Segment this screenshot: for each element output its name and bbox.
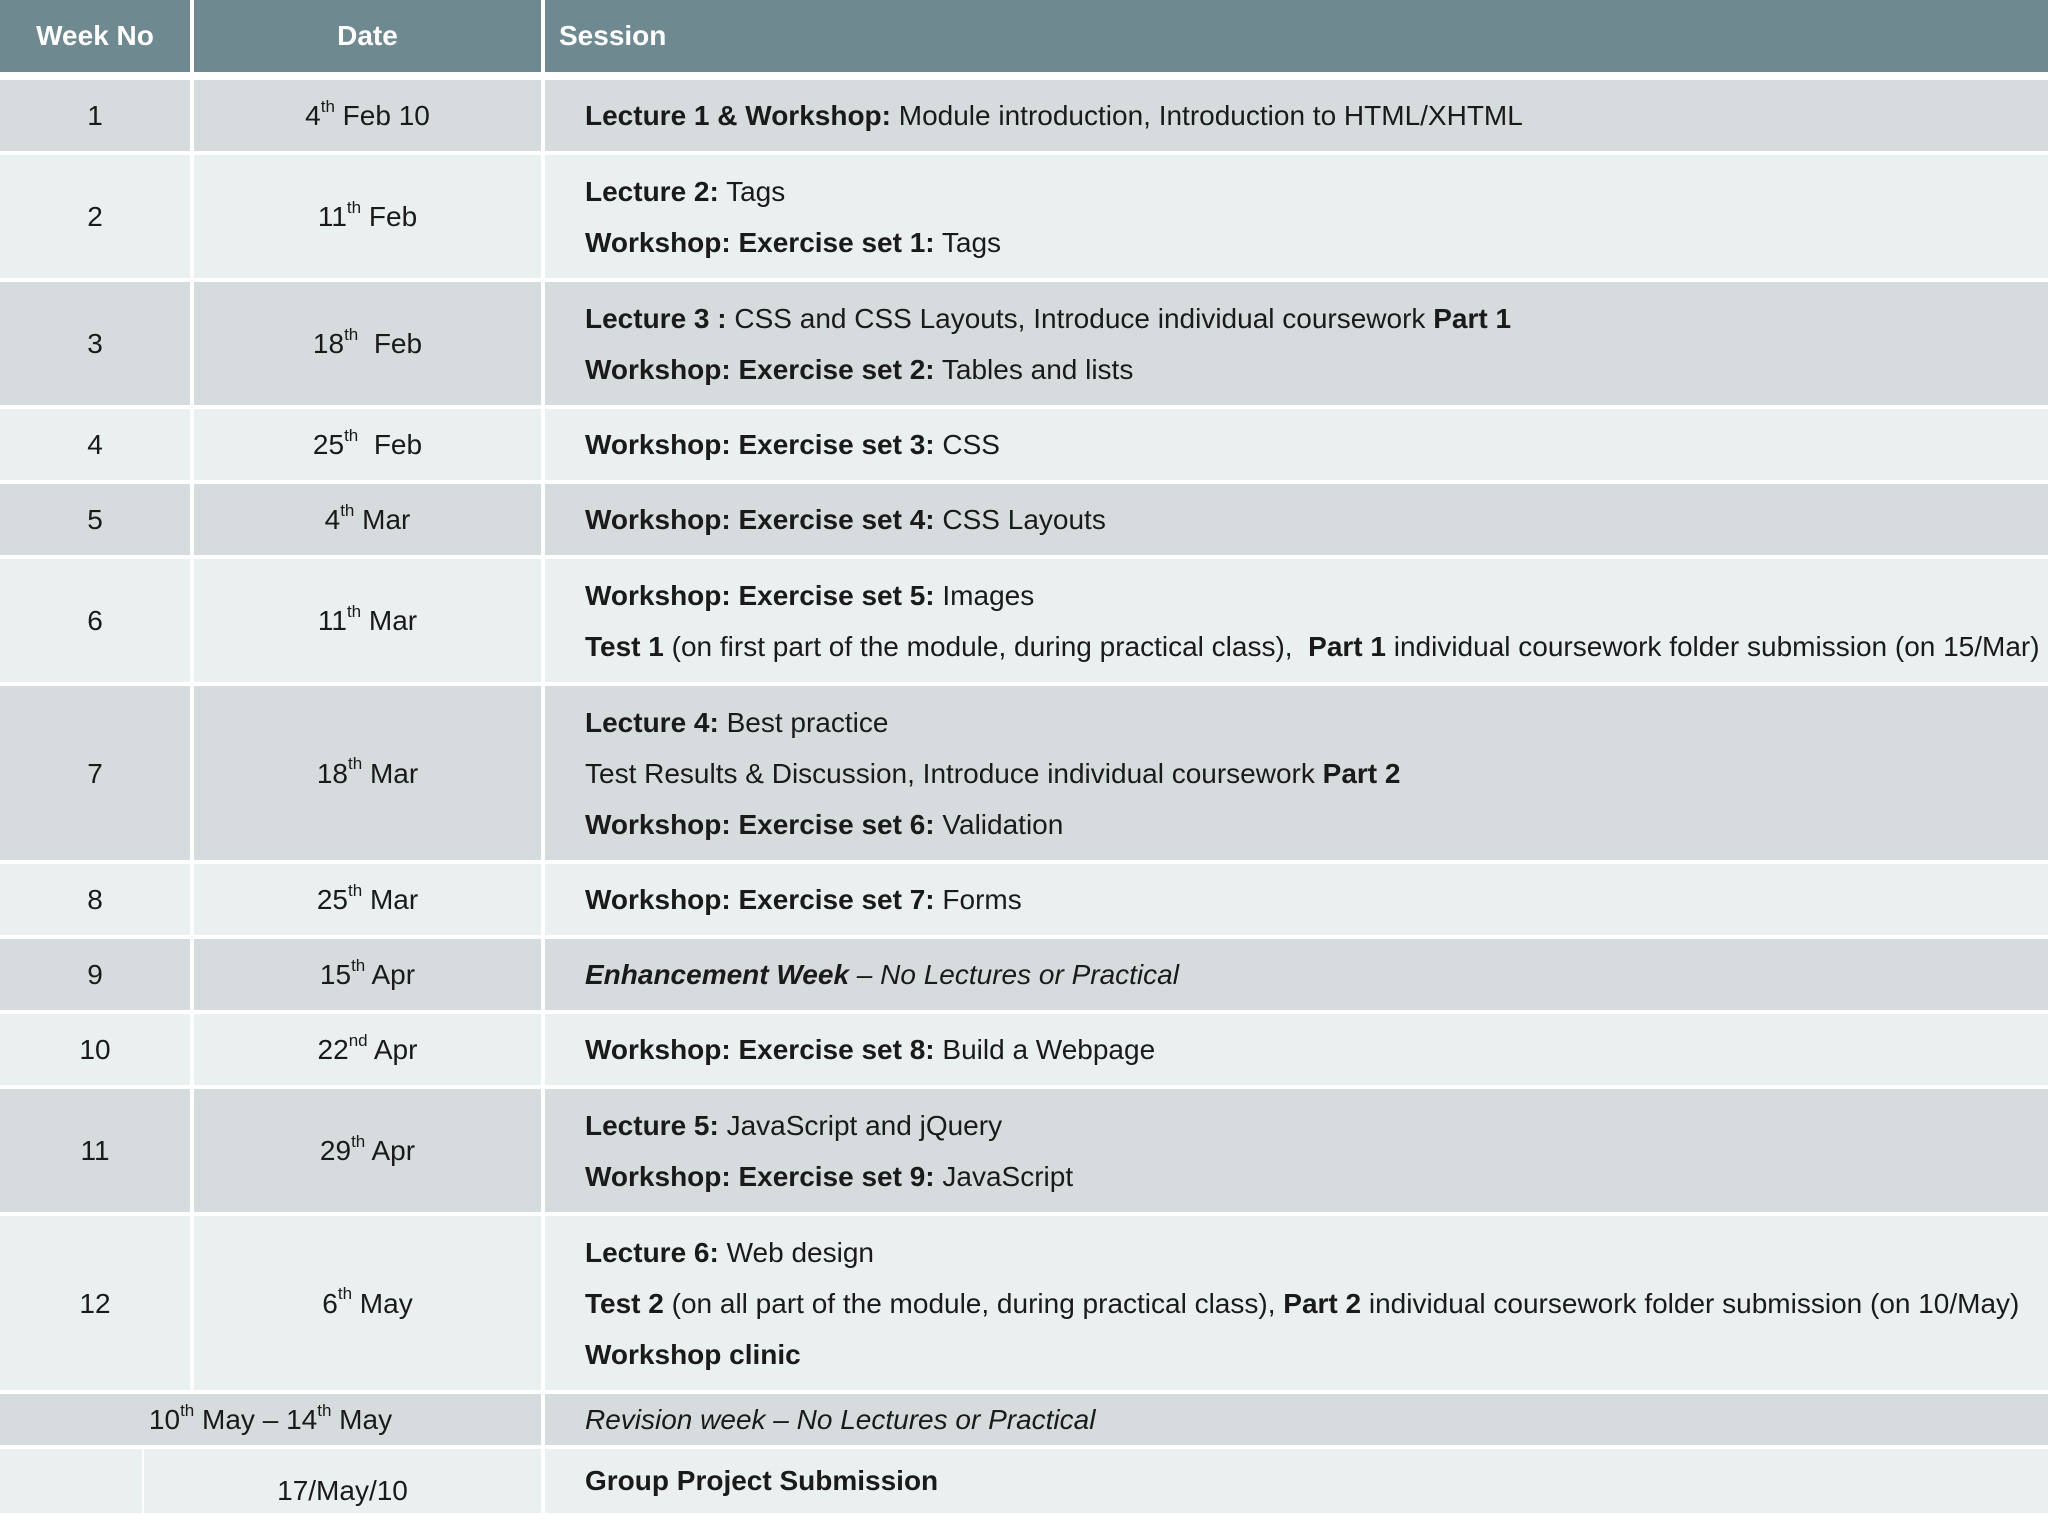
session-date: 29th Apr xyxy=(194,1089,545,1216)
week-number: 8 xyxy=(0,864,194,939)
session-line: Lecture 4: Best practice xyxy=(585,706,889,738)
session-line: Lecture 1 & Workshop: Module introduction, Introduction to HTML/XHTML xyxy=(585,100,1523,131)
session-line: Enhancement Week – No Lectures or Practical xyxy=(585,959,1179,990)
session-line: Lecture 3 : CSS and CSS Layouts, Introduce individual coursework Part 1 xyxy=(585,302,1512,334)
week-number: 4 xyxy=(0,409,194,484)
week-number: 1 xyxy=(0,80,194,155)
header-session: Session xyxy=(545,0,2048,80)
session-line: Workshop: Exercise set 7: Forms xyxy=(585,884,1022,915)
schedule-body xyxy=(0,80,2048,1517)
session-date: 11th Mar xyxy=(194,559,545,686)
session-detail xyxy=(545,1014,2048,1089)
week-number: 11 xyxy=(0,1089,194,1216)
session-line: Workshop: Exercise set 2: Tables and lists xyxy=(585,353,1134,385)
session-line: Workshop: Exercise set 6: Validation xyxy=(585,808,1064,840)
week-number: 2 xyxy=(0,155,194,282)
session-detail xyxy=(545,484,2048,559)
schedule-row xyxy=(0,559,2048,686)
schedule-row xyxy=(0,864,2048,939)
session-line: Workshop: Exercise set 4: CSS Layouts xyxy=(585,504,1106,535)
session-line: Test 2 (on all part of the module, during practical class), Part 2 individual coursework folder submission (on 10/May) xyxy=(585,1287,2020,1319)
session-line: Workshop: Exercise set 8: Build a Webpage xyxy=(585,1034,1156,1065)
revision-date: 10th May – 14th May xyxy=(0,1394,545,1449)
session-detail xyxy=(545,282,2048,409)
session-detail xyxy=(545,80,2048,155)
session-line: Workshop: Exercise set 1: Tags xyxy=(585,226,1002,258)
session-date: 18th Feb xyxy=(194,282,545,409)
group-project-date: 17/May/10 xyxy=(277,1475,408,1506)
session-date: 25th Mar xyxy=(194,864,545,939)
session-line: Lecture 2: Tags xyxy=(585,175,786,207)
session-date: 15th Apr xyxy=(194,939,545,1014)
schedule-row xyxy=(0,1089,2048,1216)
session-date: 18th Mar xyxy=(194,686,545,864)
session-line: Workshop: Exercise set 9: JavaScript xyxy=(585,1160,1074,1192)
schedule-row xyxy=(0,484,2048,559)
schedule-row xyxy=(0,686,2048,864)
schedule-row xyxy=(0,282,2048,409)
session-detail xyxy=(545,559,2048,686)
session-detail xyxy=(545,409,2048,484)
session-date: 22nd Apr xyxy=(194,1014,545,1089)
session-date: 4th Mar xyxy=(194,484,545,559)
schedule-row xyxy=(0,155,2048,282)
session-date: 11th Feb xyxy=(194,155,545,282)
group-project-row xyxy=(0,1449,2048,1517)
revision-row xyxy=(0,1394,2048,1449)
group-project-session: Group Project Submission xyxy=(545,1449,2048,1517)
session-date: 25th Feb xyxy=(194,409,545,484)
header-week: Week No xyxy=(0,0,194,80)
session-date: 6th May xyxy=(194,1216,545,1394)
session-line: Workshop clinic xyxy=(585,1338,801,1370)
header-date: Date xyxy=(194,0,545,80)
group-project-date-cell xyxy=(0,1449,545,1517)
schedule-row xyxy=(0,409,2048,484)
session-detail xyxy=(545,864,2048,939)
session-date: 4th Feb 10 xyxy=(194,80,545,155)
session-detail xyxy=(545,155,2048,282)
schedule-row xyxy=(0,1014,2048,1089)
group-project-blank xyxy=(0,1449,144,1513)
week-number: 5 xyxy=(0,484,194,559)
week-number: 6 xyxy=(0,559,194,686)
schedule-row xyxy=(0,939,2048,1014)
week-number: 10 xyxy=(0,1014,194,1089)
session-line: Lecture 5: JavaScript and jQuery xyxy=(585,1109,1003,1141)
session-line: Workshop: Exercise set 3: CSS xyxy=(585,429,1000,460)
session-detail xyxy=(545,686,2048,864)
week-number: 9 xyxy=(0,939,194,1014)
session-line: Test 1 (on first part of the module, during practical class), Part 1 individual coursework folder submission (on 15/Mar) xyxy=(585,630,2040,662)
session-detail xyxy=(545,1216,2048,1394)
week-number: 7 xyxy=(0,686,194,864)
week-number: 3 xyxy=(0,282,194,409)
schedule-row xyxy=(0,1216,2048,1394)
revision-session: Revision week – No Lectures or Practical xyxy=(545,1394,2048,1449)
session-detail xyxy=(545,939,2048,1014)
session-line: Test Results & Discussion, Introduce individual coursework Part 2 xyxy=(585,757,1401,789)
session-detail xyxy=(545,1089,2048,1216)
header-row xyxy=(0,0,2048,80)
schedule-row xyxy=(0,80,2048,155)
session-line: Workshop: Exercise set 5: Images xyxy=(585,579,1035,611)
week-number: 12 xyxy=(0,1216,194,1394)
session-line: Lecture 6: Web design xyxy=(585,1236,874,1268)
